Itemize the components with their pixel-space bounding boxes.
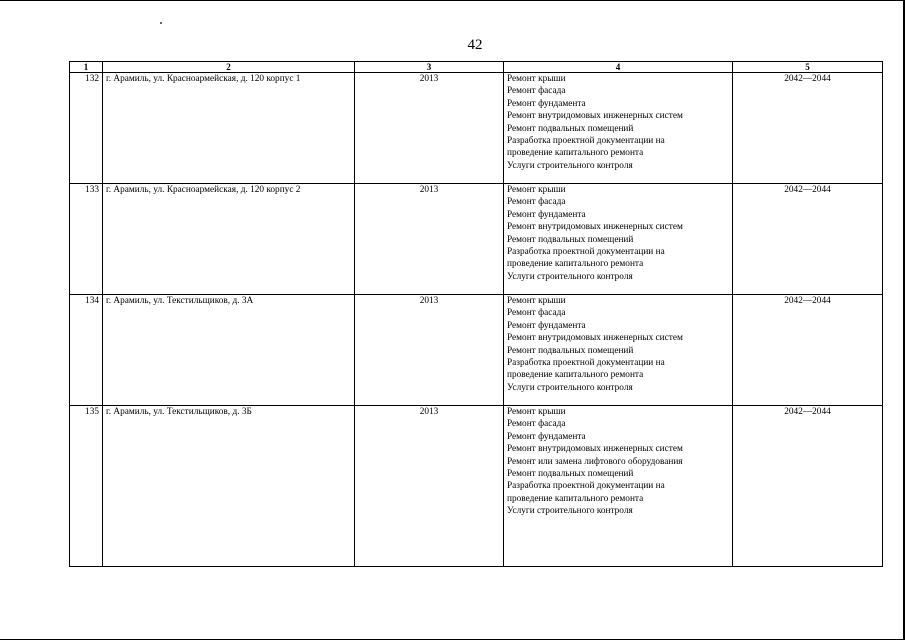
row-address: г. Арамиль, ул. Красноармейская, д. 120 корпус 2 [103,184,355,295]
work-item: Ремонт фасада [507,419,566,430]
row-number: 135 [70,406,103,567]
row-period: 2042—2044 [733,406,883,567]
work-item: Ремонт крыши [507,74,566,84]
table-row [70,295,883,406]
work-item: Ремонт фасада [507,197,566,208]
work-item: Ремонт внутридомовых инженерных систем [507,111,683,122]
header-col-3: 3 [355,62,504,73]
row-works [504,295,733,406]
work-item: Ремонт или замена лифтового оборудования [507,456,683,467]
work-item: Ремонт подвальных помещений [507,234,634,245]
row-number: 133 [70,184,103,295]
work-item: проведение капитального ремонта [507,148,644,159]
work-item: Услуги строительного контроля [507,160,633,171]
work-item: Ремонт внутридомовых инженерных систем [507,222,683,233]
work-item: Ремонт фундамента [507,209,586,220]
row-number: 132 [70,73,103,184]
row-period: 2042—2044 [733,295,883,406]
scan-speck [160,22,162,24]
row-year: 2013 [355,73,504,184]
work-item: Разработка проектной документации на [507,136,665,147]
page-number: 42 [467,37,483,53]
row-works [504,406,733,567]
header-col-1: 1 [70,62,103,73]
row-address: г. Арамиль, ул. Текстильщиков, д. 3А [103,295,355,406]
table-row [70,406,883,567]
row-address: г. Арамиль, ул. Текстильщиков, д. 3Б [103,406,355,567]
work-item: Ремонт фундамента [507,320,586,331]
work-item: Ремонт подвальных помещений [507,345,634,356]
work-item: Ремонт фундамента [507,431,586,442]
work-item: Ремонт фундамента [507,98,586,109]
work-item: Ремонт фасада [507,86,566,97]
work-item: Ремонт крыши [507,296,566,306]
work-item: проведение капитального ремонта [507,370,644,381]
work-item: Ремонт подвальных помещений [507,123,634,134]
row-period: 2042—2044 [733,73,883,184]
work-item: Услуги строительного контроля [507,382,633,393]
work-item: Ремонт фасада [507,308,566,319]
work-item: Ремонт внутридомовых инженерных систем [507,444,683,455]
work-item: Разработка проектной документации на [507,481,665,492]
work-item: Разработка проектной документации на [507,358,665,369]
work-item: Услуги строительного контроля [507,271,633,282]
row-address: г. Арамиль, ул. Красноармейская, д. 120 корпус 1 [103,73,355,184]
header-col-2: 2 [103,62,355,73]
table-row [70,73,883,184]
work-item: Разработка проектной документации на [507,247,665,258]
row-number: 134 [70,295,103,406]
row-period: 2042—2044 [733,184,883,295]
row-year: 2013 [355,406,504,567]
work-item: Ремонт крыши [507,185,566,195]
row-year: 2013 [355,295,504,406]
work-item: Услуги строительного контроля [507,506,633,517]
table-row [70,184,883,295]
row-year: 2013 [355,184,504,295]
header-col-5: 5 [733,62,883,73]
header-col-4: 4 [504,62,733,73]
row-works [504,184,733,295]
work-item: проведение капитального ремонта [507,259,644,270]
work-item: проведение капитального ремонта [507,493,644,504]
table-header-row [70,62,883,73]
work-item: Ремонт внутридомовых инженерных систем [507,333,683,344]
work-item: Ремонт подвальных помещений [507,469,634,480]
work-item: Ремонт крыши [507,407,566,417]
repair-schedule-table [69,61,883,567]
row-works [504,73,733,184]
